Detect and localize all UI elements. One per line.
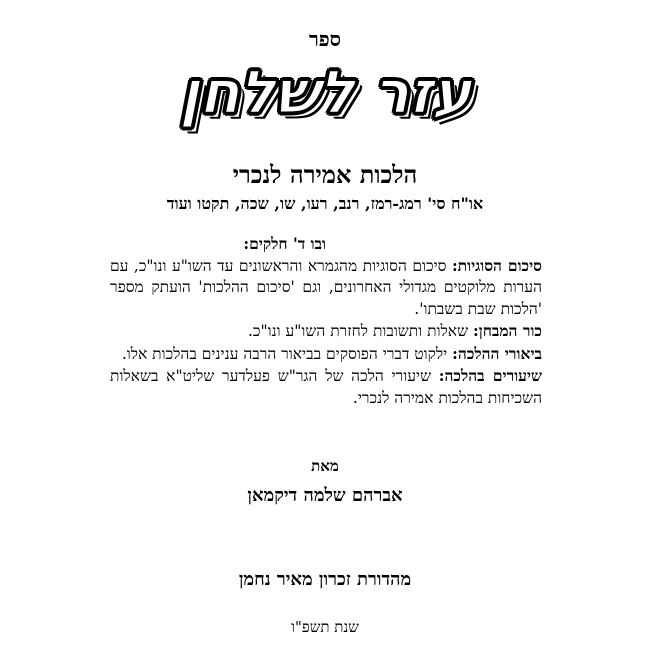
section-qa xyxy=(110,320,542,343)
sections-intro: ובו ד' חלקים: xyxy=(243,234,326,253)
section-name: שיעורים בהלכה: xyxy=(438,366,542,385)
main-title: עזר לשלחן xyxy=(179,58,471,128)
section-summary xyxy=(110,255,542,321)
section-text: ילקוט דברי הפוסקים בביאור הרבה ענינים בהלכות אלו. xyxy=(121,344,448,363)
section-text: שיעורי הלכה של הגר"ש פעלדער שליט"א בשאלות השכיחות בהלכות אמירה לנכרי. xyxy=(110,367,542,407)
section-shiurim xyxy=(110,365,542,409)
publication-year: שנת תשפ"ו xyxy=(291,618,359,636)
by-label: מאת xyxy=(311,457,339,475)
section-explanations xyxy=(110,343,542,366)
sections-description xyxy=(110,233,542,409)
sefer-label: ספר xyxy=(308,27,342,51)
edition-line: מהדורת זכרון מאיר נחמן xyxy=(238,569,412,590)
section-name: ביאורי ההלכה: xyxy=(452,343,542,363)
section-name: סיכום הסוגיות: xyxy=(451,255,542,275)
section-text: סיכום הסוגיות מהגמרא והראשונים עד השו"ע ונו"כ, עם הערות מלוקטים מגדולי האחרונים, וגם 'סיכום ההלכות' הועתק מספר 'הלכות שבת בשבתו'. xyxy=(110,256,542,318)
section-name: כור המבחן: xyxy=(473,321,542,340)
author-name: אברהם שלמה דיקמאן xyxy=(247,485,403,506)
section-text: שאלות ותשובות לחזרת השו"ע ונו"כ. xyxy=(248,322,469,340)
simanim-line: או"ח סי' רמג-רמז, רנב, רעו, שו, שכה, תקטו ועוד xyxy=(166,194,484,213)
subtitle: הלכות אמירה לנכרי xyxy=(232,160,418,189)
